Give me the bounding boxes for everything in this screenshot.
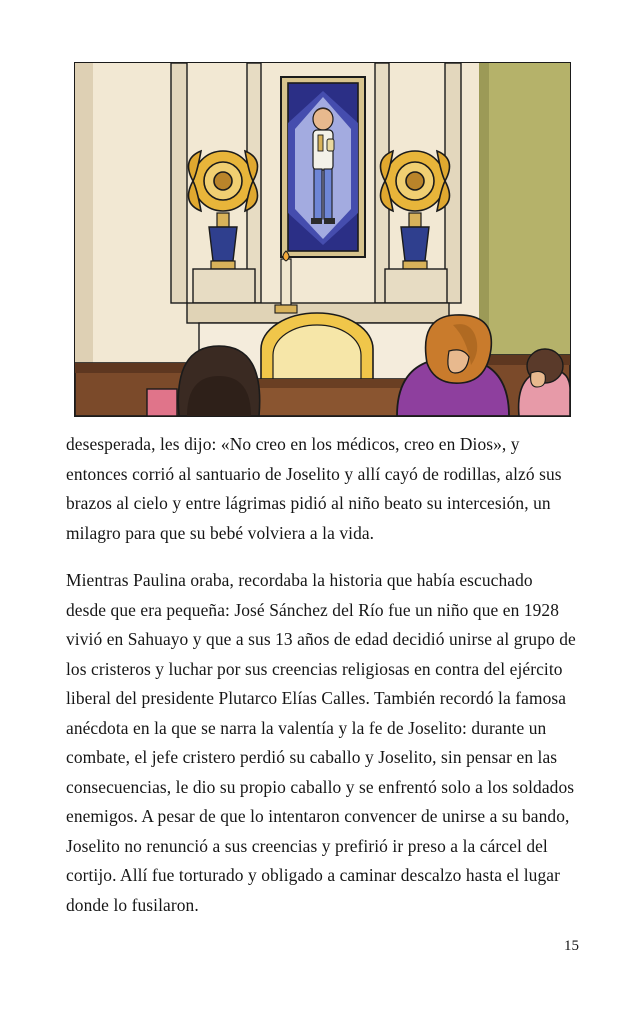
page-number: 15 (564, 938, 579, 954)
paragraph-2: Mientras Paulina oraba, recordaba la historia que había escuchado desde que era pequeña: José Sánchez del Río fue un niño que en 1928 vivió en Sahuayo y que a sus 13 años de edad decidió unirse al grupo de los cristeros y luchar por sus creencias religiosas en contra del ejército liberal del presidente Plutarco Elías Calles. También recordó la famosa anécdota en la que se narra la valentía y la fe de Joselito: durante un combate, el jefe cristero perdió su caballo y Joselito, sin pensar en las consecuencias, le dio su propio caballo y se enfrentó solo a los soldados enemigos. A pesar de que lo intentaron convencer de unirse a su bando, Joselito no renunció a sus creencias y prefirió ir preso a la cárcel del cortijo. Allí fue torturado y obligado a caminar descalzo hasta el lugar donde lo fusilaron. (66, 570, 576, 915)
illustration-artwork (75, 63, 570, 416)
paragraph-1: desesperada, les dijo: «No creo en los médicos, creo en Dios», y entonces corrió al santuario de Joselito y allí cayó de rodillas, alzó sus brazos al cielo y entre lágrimas pidió al niño beato su intercesión, un milagro para que su bebé volviera a la vida. (66, 434, 562, 543)
church-interior-illustration (74, 62, 571, 417)
page-body-text (66, 430, 576, 920)
